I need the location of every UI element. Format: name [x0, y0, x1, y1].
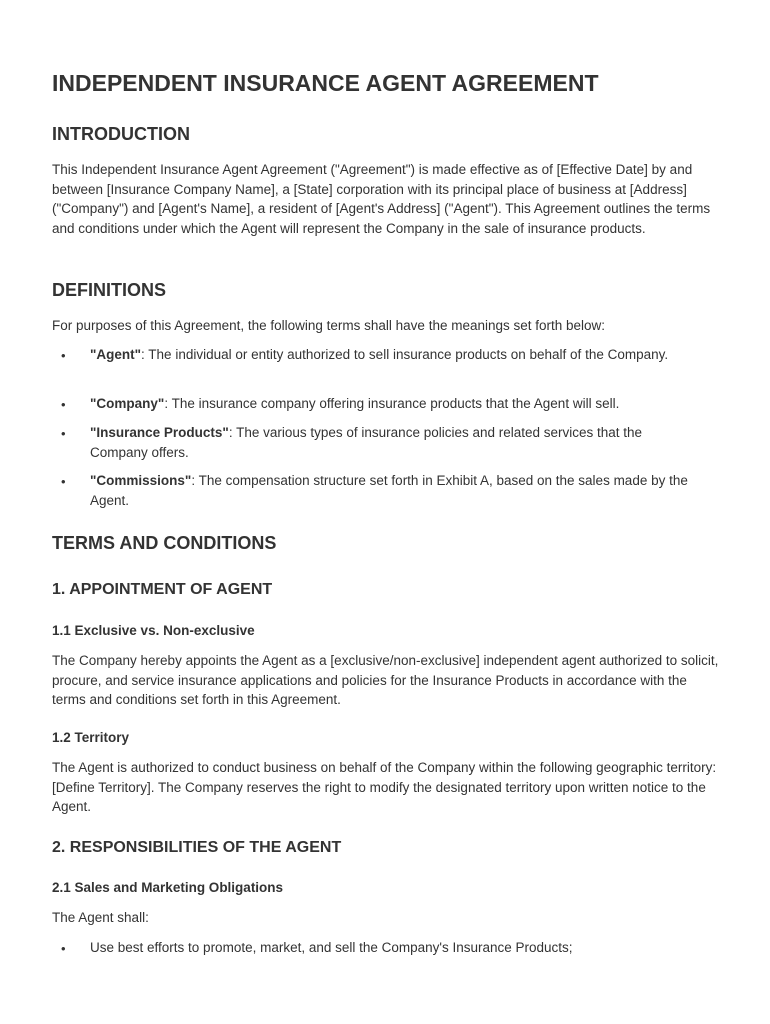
- section-1-heading: 1. APPOINTMENT OF AGENT: [52, 581, 273, 598]
- obligation-item: [52, 938, 724, 958]
- section-2-heading: 2. RESPONSIBILITIES OF THE AGENT: [52, 839, 342, 856]
- section-1-2-text: The Agent is authorized to conduct business on behalf of the Company within the following geographic territory: [Define Territory]. The Company reserves the right to modify the designated territory upon written notice to the Agent.: [52, 760, 717, 815]
- definition-term: "Agent": [90, 347, 142, 362]
- document-page: [52, 0, 724, 1024]
- terms-heading: TERMS AND CONDITIONS: [52, 533, 277, 553]
- definition-item: [52, 394, 724, 414]
- definition-text: : The individual or entity authorized to sell insurance products on behalf of the Company.: [141, 347, 669, 362]
- section-1-1-text: The Company hereby appoints the Agent as a [exclusive/non-exclusive] independent agent authorized to solicit, procure, and service insurance applications and policies for the Insurance Products in accordance with the terms and conditions set forth in this Agreement.: [52, 653, 719, 708]
- introduction-heading: INTRODUCTION: [52, 124, 190, 144]
- document-title: INDEPENDENT INSURANCE AGENT AGREEMENT: [52, 70, 599, 96]
- bullet-icon: •: [61, 426, 66, 441]
- bullet-icon: •: [61, 474, 66, 489]
- definitions-heading: DEFINITIONS: [52, 280, 167, 300]
- definition-item: [52, 471, 724, 510]
- section-1-1-heading: 1.1 Exclusive vs. Non-exclusive: [52, 623, 255, 638]
- bullet-icon: •: [61, 397, 66, 412]
- definition-item: [52, 423, 724, 462]
- definitions-intro: For purposes of this Agreement, the following terms shall have the meanings set forth below:: [52, 318, 606, 333]
- definition-term: "Commissions": [90, 473, 192, 488]
- bullet-icon: •: [61, 348, 66, 363]
- definition-text: : The insurance company offering insurance products that the Agent will sell.: [164, 396, 620, 411]
- definition-text: : The various types of insurance policies and related services that the Company offers.: [90, 425, 643, 460]
- section-1-2-heading: 1.2 Territory: [52, 730, 130, 745]
- introduction-text: This Independent Insurance Agent Agreement ("Agreement") is made effective as of [Effective Date] by and between [Insurance Company Name], a [State] corporation with its principal place of business at [Address] ("Company") and [Agent's Name], a resident of [Agent's Address] ("Agent"). This Agreement outlines the terms and conditions under which the Agent will represent the Company in the sale of insurance products.: [52, 162, 711, 236]
- section-2-1-heading: 2.1 Sales and Marketing Obligations: [52, 880, 284, 895]
- section-2-1-intro: The Agent shall:: [52, 910, 149, 925]
- obligation-text: Use best efforts to promote, market, and sell the Company's Insurance Products;: [90, 940, 573, 955]
- definition-item: [52, 345, 724, 365]
- bullet-icon: •: [61, 941, 66, 956]
- definition-term: "Company": [90, 396, 165, 411]
- definition-text: : The compensation structure set forth in Exhibit A, based on the sales made by the Agent.: [90, 473, 688, 508]
- definition-term: "Insurance Products": [90, 425, 229, 440]
